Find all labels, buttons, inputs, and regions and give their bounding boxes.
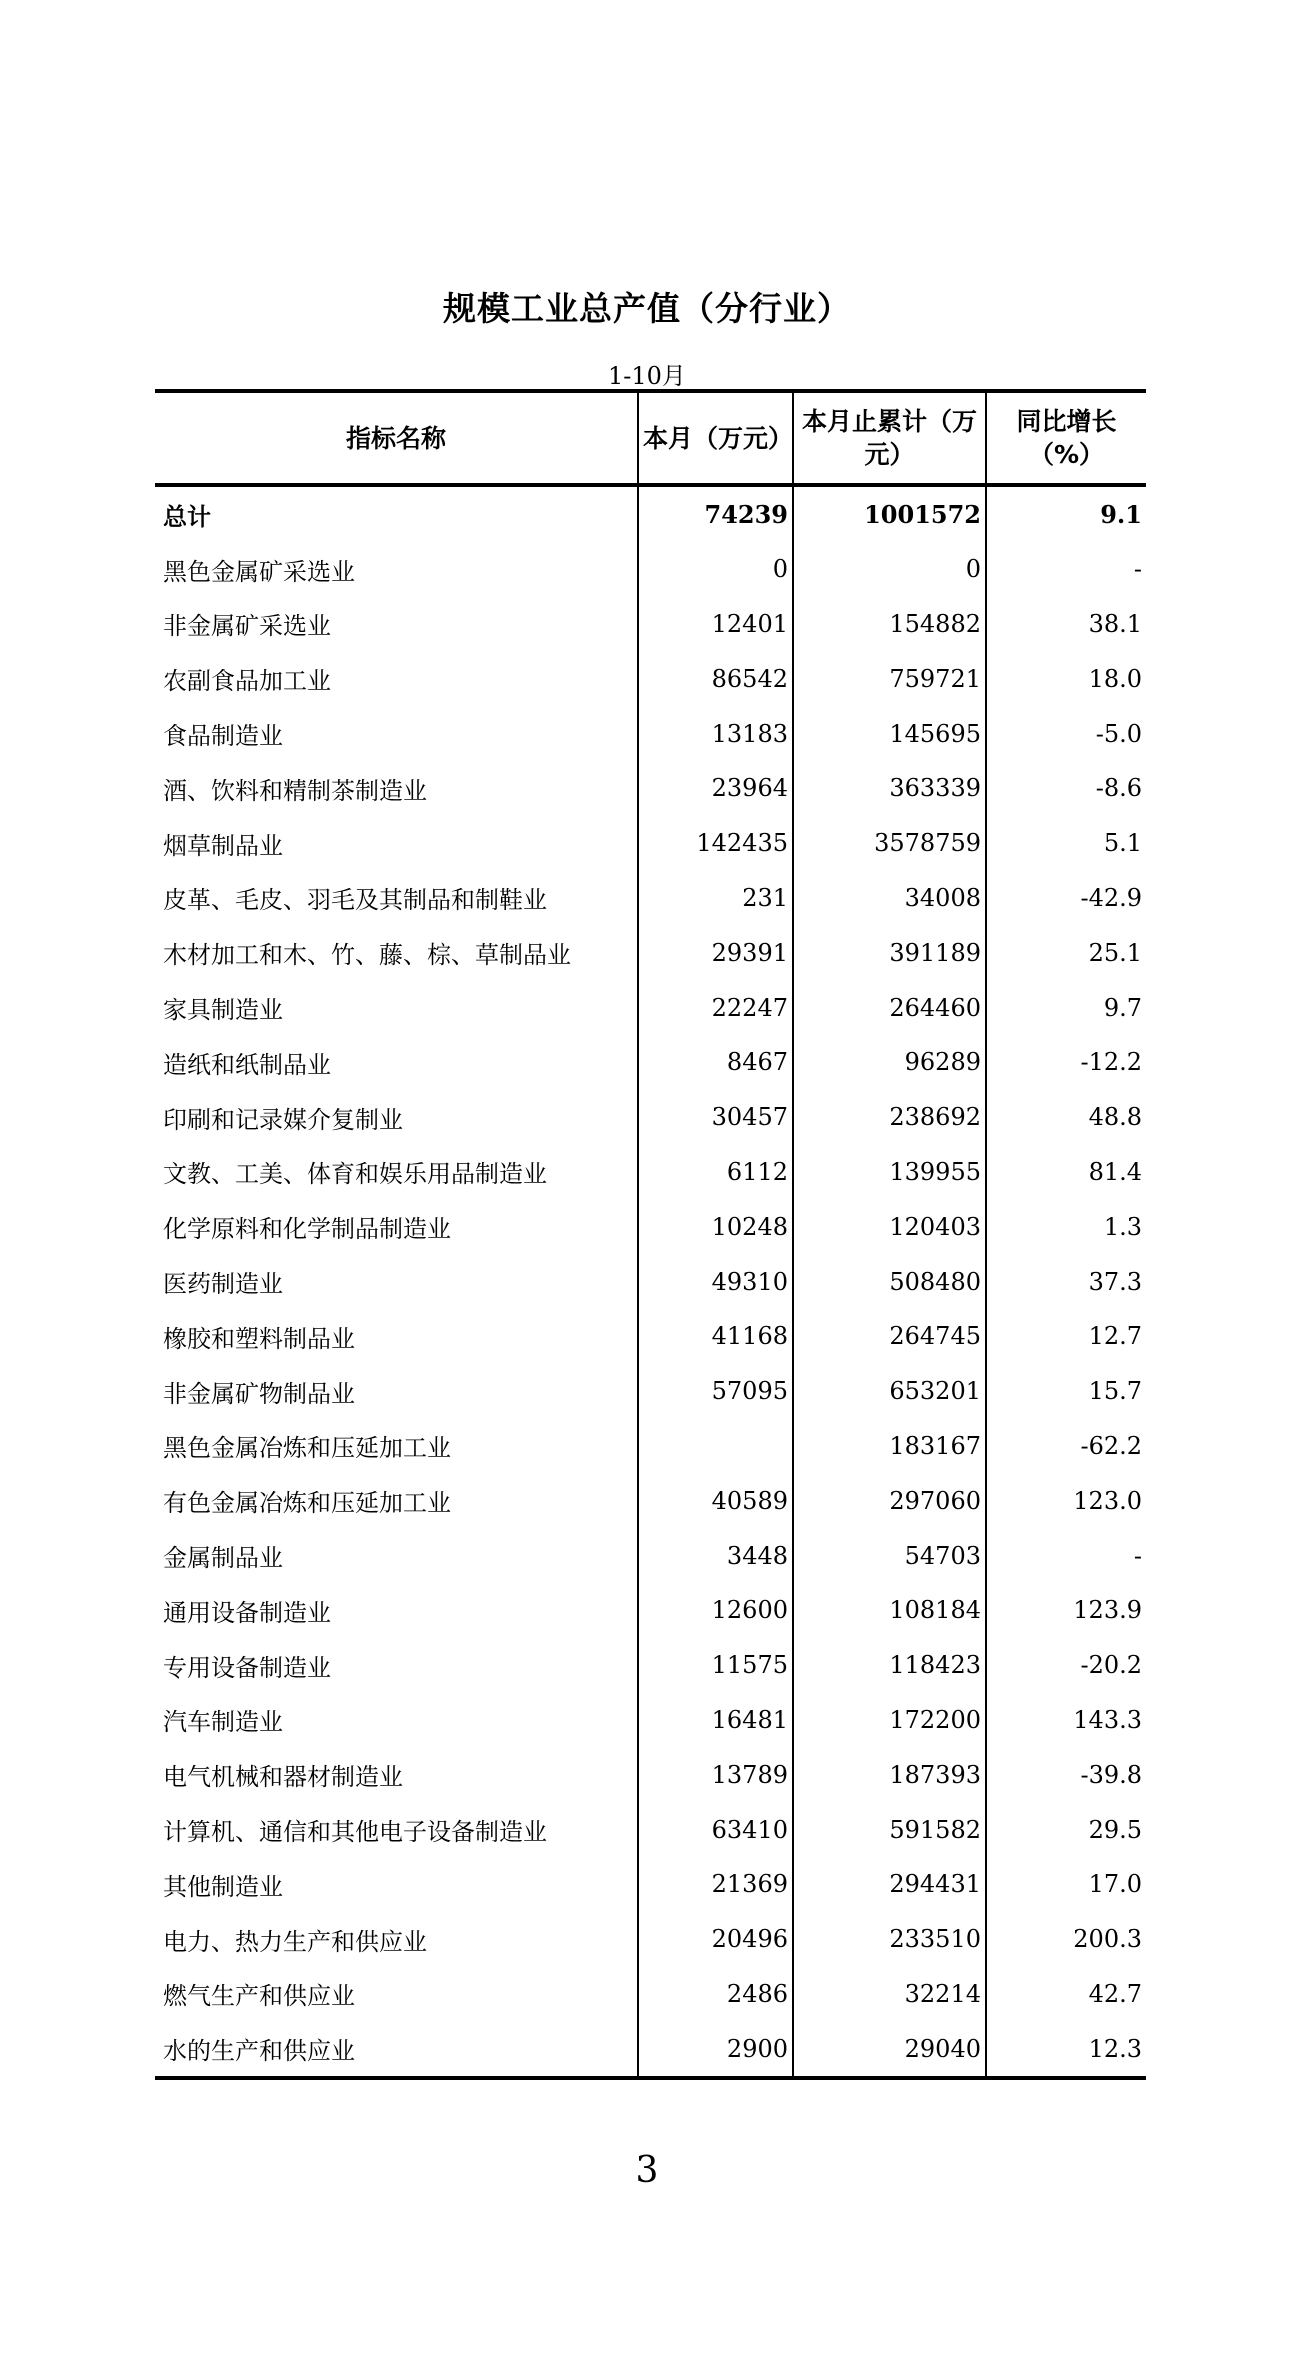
yoy-growth-cell: -39.8 [986, 1747, 1146, 1802]
yoy-growth-cell: -42.9 [986, 871, 1146, 926]
cumulative-value-cell: 183167 [793, 1419, 986, 1474]
indicator-name-cell: 通用设备制造业 [163, 1598, 331, 1627]
header-cumulative: 本月止累计（万元） [793, 391, 986, 485]
cumulative-value-cell: 172200 [793, 1693, 986, 1748]
cumulative-value-cell: 32214 [793, 1967, 986, 2022]
total-row [155, 485, 1146, 542]
yoy-growth-cell: 1.3 [986, 1199, 1146, 1254]
this-month-value-cell: 8467 [638, 1035, 793, 1090]
indicator-name-cell: 黑色金属矿采选业 [163, 557, 355, 586]
yoy-growth-cell: 29.5 [986, 1802, 1146, 1857]
yoy-growth-cell: 123.9 [986, 1583, 1146, 1638]
header-yoy-growth: 同比增长（%） [986, 391, 1146, 485]
cumulative-value-cell: 108184 [793, 1583, 986, 1638]
this-month-value-cell: 12401 [638, 597, 793, 652]
cumulative-value-cell: 238692 [793, 1090, 986, 1145]
industry-output-table-frame [155, 389, 1146, 2080]
page-number: 3 [635, 2150, 659, 2191]
indicator-name-cell: 其他制造业 [163, 1872, 283, 1901]
yoy-growth-cell: 37.3 [986, 1254, 1146, 1309]
yoy-growth-cell: 81.4 [986, 1145, 1146, 1200]
indicator-name-cell: 文教、工美、体育和娱乐用品制造业 [163, 1160, 547, 1189]
this-month-value-cell: 40589 [638, 1473, 793, 1528]
indicator-name-cell: 家具制造业 [163, 996, 283, 1025]
table-row [155, 542, 1146, 597]
indicator-name-cell: 造纸和纸制品业 [163, 1050, 331, 1079]
indicator-name-cell: 木材加工和木、竹、藤、棕、草制品业 [163, 941, 571, 970]
this-month-value-cell: 57095 [638, 1364, 793, 1419]
cumulative-value-cell: 154882 [793, 597, 986, 652]
yoy-growth-cell: -20.2 [986, 1638, 1146, 1693]
cumulative-value-cell: 120403 [793, 1199, 986, 1254]
cumulative-value-cell: 54703 [793, 1528, 986, 1583]
indicator-name-cell: 烟草制品业 [163, 831, 283, 860]
cumulative-value-cell: 294431 [793, 1857, 986, 1912]
table-row [155, 1802, 1146, 1857]
table-row [155, 706, 1146, 761]
this-month-value-cell: 30457 [638, 1090, 793, 1145]
table-row [155, 816, 1146, 871]
table-row [155, 1199, 1146, 1254]
this-month-value-cell: 0 [638, 542, 793, 597]
table-row [155, 1035, 1146, 1090]
indicator-name-cell: 化学原料和化学制品制造业 [163, 1215, 451, 1244]
indicator-name-cell: 橡胶和塑料制品业 [163, 1324, 355, 1353]
indicator-name-cell: 医药制造业 [163, 1270, 283, 1299]
indicator-name-cell: 皮革、毛皮、羽毛及其制品和制鞋业 [163, 886, 547, 915]
indicator-name-cell: 金属制品业 [163, 1544, 283, 1573]
cumulative-value-cell: 1001572 [793, 485, 986, 542]
table-row [155, 1693, 1146, 1748]
cumulative-value-cell: 139955 [793, 1145, 986, 1200]
indicator-name-cell: 计算机、通信和其他电子设备制造业 [163, 1818, 547, 1847]
cumulative-value-cell: 29040 [793, 2021, 986, 2078]
table-row [155, 1967, 1146, 2022]
table-row [155, 1145, 1146, 1200]
table-row [155, 1309, 1146, 1364]
this-month-value-cell: 13789 [638, 1747, 793, 1802]
this-month-value-cell: 6112 [638, 1145, 793, 1200]
indicator-name-cell: 电气机械和器材制造业 [163, 1763, 403, 1792]
yoy-growth-cell: 12.3 [986, 2021, 1146, 2078]
yoy-growth-cell: - [986, 542, 1146, 597]
cumulative-value-cell: 118423 [793, 1638, 986, 1693]
indicator-name-cell: 专用设备制造业 [163, 1653, 331, 1682]
table-row [155, 1528, 1146, 1583]
yoy-growth-cell: 48.8 [986, 1090, 1146, 1145]
yoy-growth-cell: - [986, 1528, 1146, 1583]
table-row [155, 761, 1146, 816]
indicator-name-cell: 酒、饮料和精制茶制造业 [163, 776, 427, 805]
this-month-value-cell: 2486 [638, 1967, 793, 2022]
yoy-growth-cell: 18.0 [986, 651, 1146, 706]
this-month-value-cell: 74239 [638, 485, 793, 542]
cumulative-value-cell: 145695 [793, 706, 986, 761]
this-month-value-cell: 49310 [638, 1254, 793, 1309]
this-month-value-cell: 63410 [638, 1802, 793, 1857]
table-row [155, 1857, 1146, 1912]
table-row [155, 1364, 1146, 1419]
yoy-growth-cell: 9.7 [986, 980, 1146, 1035]
this-month-value-cell: 3448 [638, 1528, 793, 1583]
table-body [155, 485, 1146, 2078]
yoy-growth-cell: 9.1 [986, 485, 1146, 542]
yoy-growth-cell: -5.0 [986, 706, 1146, 761]
this-month-value-cell: 23964 [638, 761, 793, 816]
table-row [155, 1473, 1146, 1528]
cumulative-value-cell: 363339 [793, 761, 986, 816]
period-label: 1-10月 [608, 362, 686, 390]
this-month-value-cell: 12600 [638, 1583, 793, 1638]
cumulative-value-cell: 508480 [793, 1254, 986, 1309]
table-row [155, 1912, 1146, 1967]
this-month-value-cell [638, 1419, 793, 1474]
this-month-value-cell: 2900 [638, 2021, 793, 2078]
this-month-value-cell: 11575 [638, 1638, 793, 1693]
header-indicator-name: 指标名称 [155, 391, 638, 485]
table-row [155, 1583, 1146, 1638]
cumulative-value-cell: 0 [793, 542, 986, 597]
indicator-name-cell: 非金属矿采选业 [163, 612, 331, 641]
this-month-value-cell: 20496 [638, 1912, 793, 1967]
yoy-growth-cell: 5.1 [986, 816, 1146, 871]
yoy-growth-cell: 15.7 [986, 1364, 1146, 1419]
indicator-name-cell: 印刷和记录媒介复制业 [163, 1105, 403, 1134]
header-this-month: 本月（万元） [638, 391, 793, 485]
cumulative-value-cell: 233510 [793, 1912, 986, 1967]
yoy-growth-cell: 38.1 [986, 597, 1146, 652]
indicator-name-cell: 农副食品加工业 [163, 667, 331, 696]
yoy-growth-cell: 123.0 [986, 1473, 1146, 1528]
table-row [155, 1254, 1146, 1309]
indicator-name-cell: 汽车制造业 [163, 1708, 283, 1737]
cumulative-value-cell: 591582 [793, 1802, 986, 1857]
yoy-growth-cell: 25.1 [986, 925, 1146, 980]
this-month-value-cell: 86542 [638, 651, 793, 706]
cumulative-value-cell: 264460 [793, 980, 986, 1035]
cumulative-value-cell: 264745 [793, 1309, 986, 1364]
indicator-name-cell: 总计 [163, 502, 211, 531]
yoy-growth-cell: -8.6 [986, 761, 1146, 816]
cumulative-value-cell: 96289 [793, 1035, 986, 1090]
yoy-growth-cell: 17.0 [986, 1857, 1146, 1912]
yoy-growth-cell: -62.2 [986, 1419, 1146, 1474]
indicator-name-cell: 食品制造业 [163, 722, 283, 751]
indicator-name-cell: 非金属矿物制品业 [163, 1379, 355, 1408]
page-title: 规模工业总产值（分行业） [443, 289, 851, 328]
indicator-name-cell: 水的生产和供应业 [155, 2021, 638, 2078]
cumulative-value-cell: 759721 [793, 651, 986, 706]
this-month-value-cell: 16481 [638, 1693, 793, 1748]
table-row [155, 871, 1146, 926]
table-row [155, 1419, 1146, 1474]
this-month-value-cell: 142435 [638, 816, 793, 871]
yoy-growth-cell: 143.3 [986, 1693, 1146, 1748]
cumulative-value-cell: 653201 [793, 1364, 986, 1419]
this-month-value-cell: 41168 [638, 1309, 793, 1364]
this-month-value-cell: 22247 [638, 980, 793, 1035]
table-row [155, 980, 1146, 1035]
indicator-name-cell: 有色金属冶炼和压延加工业 [163, 1489, 451, 1518]
this-month-value-cell: 29391 [638, 925, 793, 980]
table-row [155, 651, 1146, 706]
this-month-value-cell: 10248 [638, 1199, 793, 1254]
this-month-value-cell: 21369 [638, 1857, 793, 1912]
indicator-name-cell: 燃气生产和供应业 [163, 1982, 355, 2011]
table-header [155, 391, 1146, 485]
table-row [155, 925, 1146, 980]
table-row [155, 1747, 1146, 1802]
cumulative-value-cell: 187393 [793, 1747, 986, 1802]
table-row [155, 597, 1146, 652]
this-month-value-cell: 13183 [638, 706, 793, 761]
table-row [155, 2021, 1146, 2078]
indicator-name-cell: 黑色金属冶炼和压延加工业 [163, 1434, 451, 1463]
yoy-growth-cell: 200.3 [986, 1912, 1146, 1967]
yoy-growth-cell: -12.2 [986, 1035, 1146, 1090]
cumulative-value-cell: 3578759 [793, 816, 986, 871]
cumulative-value-cell: 34008 [793, 871, 986, 926]
this-month-value-cell: 231 [638, 871, 793, 926]
yoy-growth-cell: 12.7 [986, 1309, 1146, 1364]
industry-output-table [155, 389, 1146, 2080]
table-row [155, 1090, 1146, 1145]
table-row [155, 1638, 1146, 1693]
yoy-growth-cell: 42.7 [986, 1967, 1146, 2022]
cumulative-value-cell: 297060 [793, 1473, 986, 1528]
cumulative-value-cell: 391189 [793, 925, 986, 980]
indicator-name-cell: 电力、热力生产和供应业 [163, 1927, 427, 1956]
